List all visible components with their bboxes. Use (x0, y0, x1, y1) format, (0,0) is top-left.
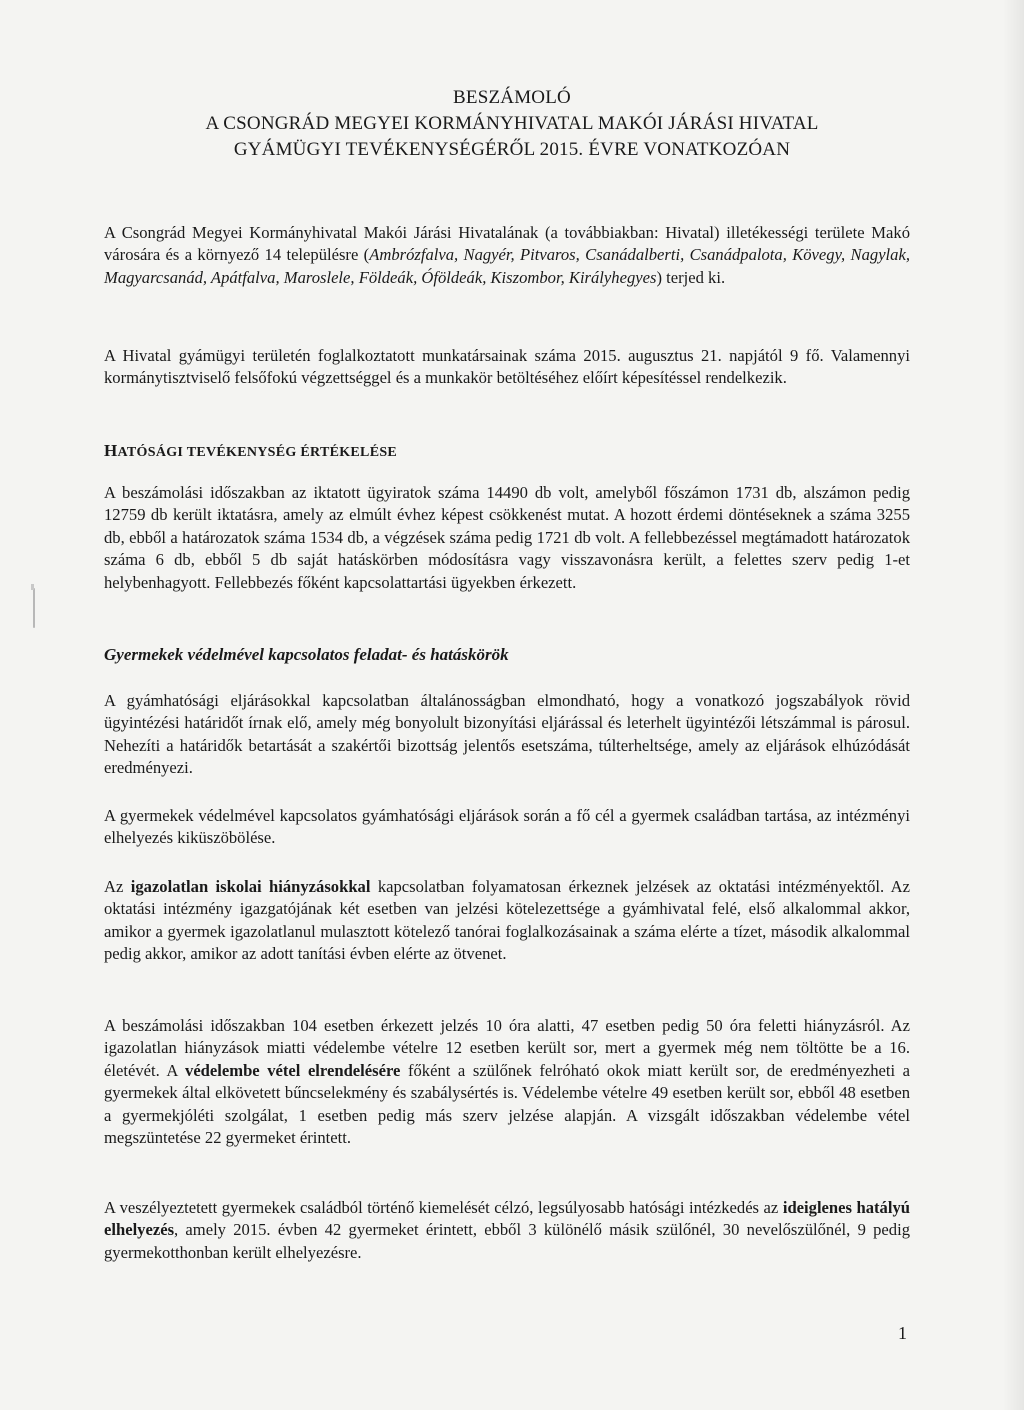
subheading-gyermekvedelem: Gyermekek védelmével kapcsolatos feladat- és hatáskörök (104, 645, 509, 664)
title-line-1: BESZÁMOLÓ (453, 87, 571, 108)
section2-paragraph-5 (104, 1197, 910, 1264)
intro-text-a: A Csongrád Megyei Kormányhivatal Makói Járási Hivatalának (a továbbiakban: Hivatal) illetékességi területe Makó városára és a környező 14 településre ( (104, 223, 910, 265)
intro-towns: Ambrózfalva, Nagyér, Pitvaros, Csanádalberti, Csanádpalota, Kövegy, Nagylak, Magyarcsanád, Apátfalva, Maroslele, Földeák, Óföldeák, Kiszombor, Királyhegyes (104, 245, 910, 287)
section2-paragraph-1: A gyámhatósági eljárásokkal kapcsolatban általánosságban elmondható, hogy a vonatkozó jogszabályok rövid ügyintézési határidőt írnak elő, amely még bonyolult bizonyítási eljárással és leterhelt ügyintézői létszámmal is párosul. Nehezíti a határidők betartását a szakértői bizottság jelentős esetszáma, túlterheltsége, amely az eljárások elhúzódását eredményezi. (104, 691, 910, 778)
section-heading-initial: H (104, 441, 118, 460)
section2-paragraph-2: A gyermekek védelmével kapcsolatos gyámhatósági eljárások során a fő cél a gyermek családban tartása, az intézményi elhelyezés kiküszöbölése. (104, 806, 910, 848)
intro-paragraph-1 (104, 222, 910, 289)
section-heading-rest: ATÓSÁGI TEVÉKENYSÉG ÉRTÉKELÉSE (117, 445, 398, 460)
p4-text-a: A beszámolási időszakban 104 esetben érkezett jelzés 10 óra alatti, 47 esetben pedig 50 óra feletti hiányzásról. Az igazolatlan hiányzások miatti védelembe vételre 12 esetben került sor, mert a gyermek még nem töltötte be a 16. életévét. A (104, 1016, 910, 1080)
p5-text-b: , amely 2015. évben 42 gyermeket érintett, ebből 3 különélő másik szülőnél, 30 nevelőszülőnél, 9 pedig gyermekotthonban került elhelyezésre. (104, 1220, 910, 1262)
scan-margin-speck (31, 584, 34, 590)
section2-paragraph-4 (104, 1015, 910, 1149)
section2-paragraph-3 (104, 876, 910, 966)
section-heading-hatosagi (104, 441, 397, 461)
p5-text-a: A veszélyeztetett gyermekek családból történő kiemelését célzó, legsúlyosabb hatósági intézkedés az (104, 1198, 783, 1217)
section1-paragraph-1: A beszámolási időszakban az iktatott ügyiratok száma 14490 db volt, amelyből főszámon 1731 db, alszámon pedig 12759 db került iktatásra, amely az elmúlt évhez képest csökkenést mutat. A hozott érdemi döntéseknek a száma 3255 db, ebből a határozatok száma 1534 db, a végzések száma pedig 1721 db volt. A fellebbezéssel megtámadott határozatok száma 6 db, ebből 5 db saját hatáskörben módosításra vagy visszavonásra került, a felettes szerv pedig 1-et helybenhagyott. Fellebbezés főként kapcsolattartási ügyekben érkezett. (104, 483, 910, 592)
scan-edge-shadow (1003, 0, 1024, 1410)
p3-bold: igazolatlan iskolai hiányzásokkal (130, 877, 371, 896)
p4-bold: védelembe vétel elrendelésére (185, 1060, 401, 1080)
intro-text-b: ) terjed ki. (656, 267, 726, 287)
p4-text-b: főként a szülőnek felróható okok miatt került sor, de eredményezheti a gyermekek által elkövetett bűncselekmény és szabálysértés is. Védelembe vételre 49 esetben került sor, ebből 48 esetben a gyermekjóléti szolgálat, 1 esetben pedig más szerv jelzése alapján. A vizsgált időszakban védelembe vétel megszüntetése 22 gyermeket érintett. (104, 1060, 910, 1148)
intro-paragraph-2: A Hivatal gyámügyi területén foglalkoztatott munkatársainak száma 2015. augusztus 21. napjától 9 fő. Valamennyi kormánytisztviselő felsőfokú végzettséggel és a munkakör betöltéséhez előírt képesítéssel rendelkezik. (104, 346, 910, 388)
title-line-3: GYÁMÜGYI TEVÉKENYSÉGÉRŐL 2015. ÉVRE VONATKOZÓAN (233, 139, 791, 160)
p5-bold: ideiglenes hatályú elhelyezés (104, 1198, 910, 1240)
p3-text-a: Az (104, 877, 131, 896)
document-title (100, 85, 924, 163)
page-number: 1 (898, 1323, 907, 1343)
scan-margin-mark (33, 588, 35, 628)
title-line-2: A CSONGRÁD MEGYEI KORMÁNYHIVATAL MAKÓI JÁRÁSI HIVATAL (205, 113, 819, 134)
p3-text-b: kapcsolatban folyamatosan érkeznek jelzések az oktatási intézményektől. Az oktatási intézmény igazgatójának két esetben van jelzési kötelezettsége a gyámhivatal felé, első alkalommal akkor, amikor a gyermek igazolatlanul mulasztott kötelező tanórai foglalkozásainak a száma elérte a tízet, második alkalommal pedig akkor, amikor az adott tanítási évben elérte az ötvenet. (104, 877, 910, 964)
